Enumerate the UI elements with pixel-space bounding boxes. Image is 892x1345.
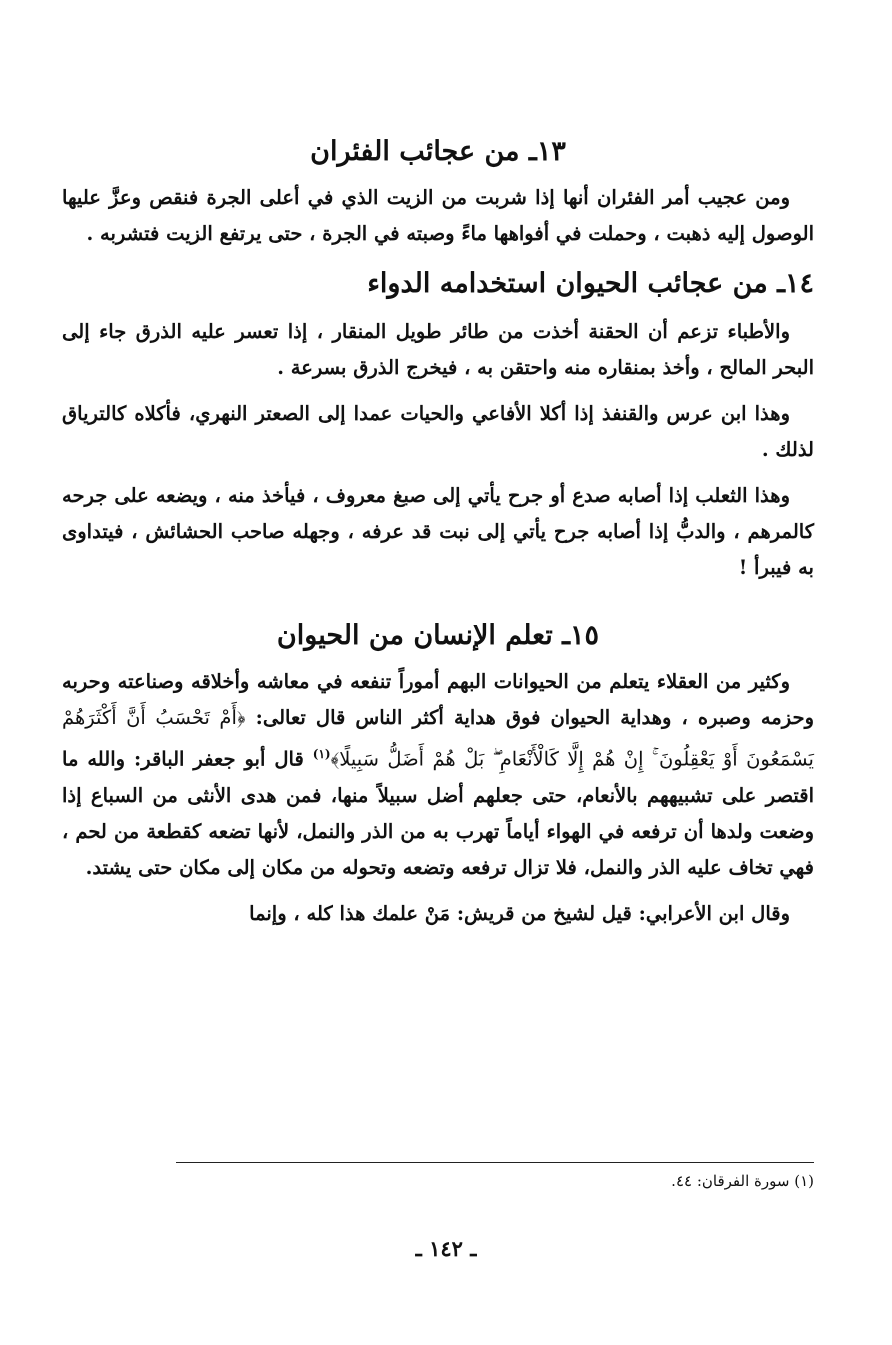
- page-body: [62, 130, 814, 942]
- footnote-divider: [176, 1162, 814, 1163]
- footnote-reference: (١): [312, 747, 331, 761]
- page-number: ـ ١٤٢ ـ: [415, 1236, 477, 1261]
- section-14-title: ١٤ـ من عجائب الحيوان استخدامه الدواء: [367, 268, 814, 299]
- section-15-paragraph-1: [62, 664, 814, 886]
- section-15-title: ١٥ـ تعلم الإنسان من الحيوان: [276, 620, 600, 651]
- paragraph-text-end: قال أبو جعفر الباقر: والله ما اقتصر على تشبيههم بالأنعام، حتى جعلهم أضل سبيلاً منها، فمن هدى الأنثى من السباع إذا وضعت ولدها أن ترفعه في الهواء أياماً تهرب به من الذر والنمل، لأنها تضعه كقطعة من لحم ، فهي تخاف عليه الذر والنمل، فلا تزال ترفعه وتضعه وتحوله من مكان إلى مكان حتى يشتد.: [62, 747, 814, 879]
- section-15-paragraph-2: وقال ابن الأعرابي: قيل لشيخ من قريش: مَنْ علمك هذا كله ، وإنما: [249, 901, 790, 925]
- section-14-paragraph-2: وهذا ابن عرس والقنفذ إذا أكلا الأفاعي والحيات عمدا إلى الصعتر النهري، فأكلاه كالترياق لذلك .: [62, 402, 814, 461]
- section-13-title: ١٣ـ من عجائب الفئران: [310, 136, 566, 167]
- footnote: (١) سورة الفرقان: ٤٤.: [671, 1172, 814, 1190]
- section-14-paragraph-3: وهذا الثعلب إذا أصابه صدع أو جرح يأتي إلى صبغ معروف ، فيأخذ منه ، ويضعه على جرحه كالمرهم ، والدبُّ إذا أصابه جرح يأتي إلى نبت قد عرفه ، وجهله صاحب الحشائش ، فيتداوى به فيبرأ !: [62, 484, 814, 579]
- section-13-paragraph-1: ومن عجيب أمر الفئران أنها إذا شربت من الزيت الذي في أعلى الجرة فنقص وعزَّ عليها الوصول إليه ذهبت ، وحملت في أفواهها ماءً وصبته في الجرة ، حتى يرتفع الزيت فتشربه .: [62, 186, 814, 245]
- quran-verse: ﴿أَمْ تَحْسَبُ أَنَّ أَكْثَرَهُمْ يَسْمَعُونَ أَوْ يَعْقِلُونَ ۚ إِنْ هُمْ إِلَّا كَالْأَنْعَامِ ۖ بَلْ هُمْ أَضَلُّ سَبِيلًا﴾: [62, 706, 814, 771]
- section-14-paragraph-1: والأطباء تزعم أن الحقنة أخذت من طائر طويل المنقار ، إذا تعسر عليه الذرق جاء إلى البحر المالح ، وأخذ بمنقاره منه واحتقن به ، فيخرج الذرق بسرعة .: [62, 320, 814, 379]
- paragraph-text-start: وكثير من العقلاء يتعلم من الحيوانات البهم أموراً تنفعه في معاشه وأخلاقه وصناعته وحربه وحزمه وصبره ، وهداية الحيوان فوق هداية أكثر الناس قال تعالى:: [62, 670, 814, 729]
